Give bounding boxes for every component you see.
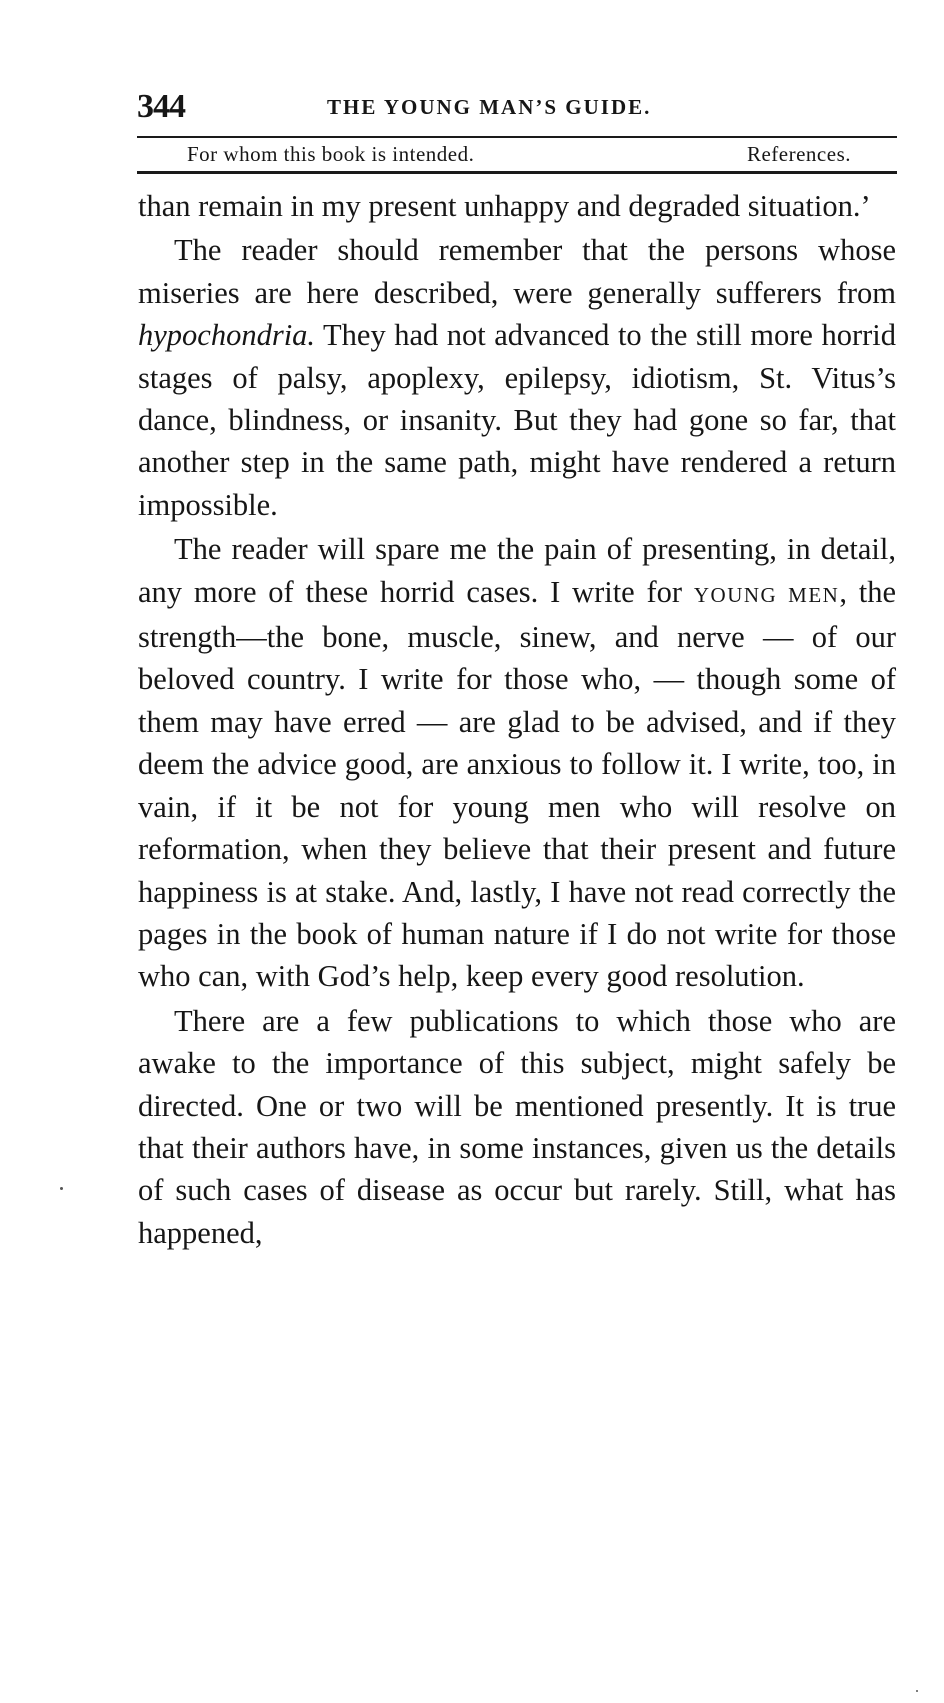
header-rule-bottom xyxy=(137,171,897,174)
paragraph-1: than remain in my present unhappy and degraded situation.’ xyxy=(138,189,871,223)
section-subhead xyxy=(137,140,897,168)
small-caps-term: YOUNG MEN xyxy=(693,582,840,607)
scan-speck xyxy=(916,1690,918,1692)
paragraph-3-text-a: The reader will spare me the pain of presenting, in detail, any more of these horrid cases. I write for xyxy=(138,532,896,609)
page-number: 344 xyxy=(137,88,185,125)
paragraph-3 xyxy=(138,528,896,997)
subhead-references: References. xyxy=(746,142,851,166)
paragraph-2-text-a: The reader should remember that the persons whose miseries are here described, were generally sufferers from xyxy=(138,233,896,310)
paragraph-3-text-b: , the strength—the bone, muscle, sinew, and nerve — of our beloved country. I write for those who, — though some of them may have erred — are glad to be advised, and if they deem the advice good, are anxious to follow it. I write, too, in vain, if it be not for young men who will resolve on reformation, when they believe that their present and future happiness is at stake. And, lastly, I have not read correctly the pages in the book of human nature if I do not write for those who can, with God’s help, keep every good resolution. xyxy=(138,574,896,994)
running-title: THE YOUNG MAN’S GUIDE. xyxy=(327,95,652,119)
paragraph-2 xyxy=(138,229,896,526)
running-head xyxy=(137,88,897,132)
header-rule-top xyxy=(137,136,897,138)
scan-speck xyxy=(60,1187,63,1190)
subhead-topic: For whom this book is intended. xyxy=(187,142,475,166)
paragraph-4: There are a few publications to which those who are awake to the importance of this subject, might safely be directed. One or two will be mentioned presently. It is true that their authors have, in some instances, given us the details of such cases of disease as occur but rarely. Still, what has happened, xyxy=(138,1003,896,1250)
paragraph-2-text-b: They had not advanced to the still more horrid stages of palsy, apoplexy, epilepsy, idiotism, St. Vitus’s dance, blindness, or insanity. But they had gone so far, that another step in the same path, might have rendered a return impossible. xyxy=(138,318,896,522)
italic-term: hypochondria. xyxy=(138,318,316,353)
body-text xyxy=(138,185,896,1254)
